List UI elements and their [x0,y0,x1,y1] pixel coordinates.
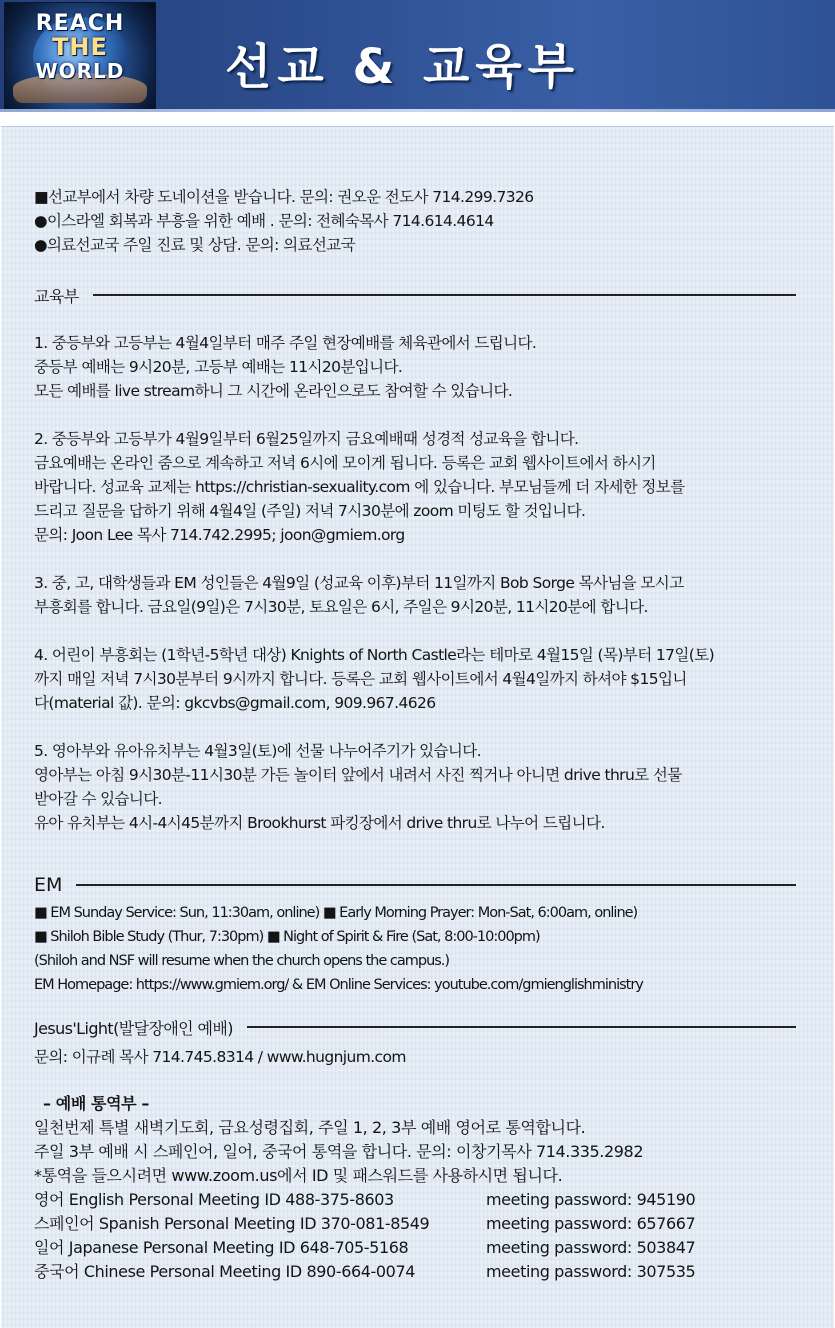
em-studies-line: ■ Shiloh Bible Study (Thur, 7:30pm) ■ Night of Spirit & Fire (Sat, 8:00-10:00pm) [34,929,540,945]
jesus-light-contact-text: 문의: 이규례 목사 714.745.8314 / www.hugnjum.com [34,1048,406,1066]
em-heading [34,873,796,897]
text-line: 1. 중등부와 고등부는 4월4일부터 매주 주일 현장예배를 체육관에서 드립니다. [34,334,537,352]
meeting-row-japanese [34,1236,804,1260]
text-line: 2. 중등부와 고등부가 4월9일부터 6월25일까지 금요예배때 성경적 성교육을 합니다. [34,430,579,448]
header-divider [0,112,835,126]
mission-item-text: 의료선교국 주일 진료 및 상담. 문의: 의료선교국 [46,236,355,254]
education-item-4 [34,643,804,715]
text-line: 드리고 질문을 답하기 위해 4월4일 (주일) 저녁 7시30분에 zoom 미팅도 할 것입니다. [34,502,586,520]
meeting-password: meeting password: 503847 [486,1238,696,1257]
education-item-5 [34,739,804,835]
education-notices [34,331,804,859]
text-line: 모든 예배를 live stream하니 그 시간에 온라인으로도 참여할 수 있습니다. [34,382,513,400]
meeting-id: 중국어 Chinese Personal Meeting ID 890-664-0074 [34,1262,416,1281]
logo-text-world: WORLD [35,59,125,83]
text-line: 문의: Joon Lee 목사 714.742.2995; joon@gmiem.org [34,526,405,544]
meeting-id: 스페인어 Spanish Personal Meeting ID 370-081-8549 [34,1214,430,1233]
bullet-dot-icon: ● [34,212,47,230]
meeting-row-spanish [34,1212,804,1236]
text-line: 5. 영아부와 유아유치부는 4월3일(토)에 선물 나누어주기가 있습니다. [34,742,481,760]
text-line: 일천번제 특별 새벽기도회, 금요성령집회, 주일 1, 2, 3부 예배 영어로 통역합니다. [34,1118,586,1137]
meeting-password: meeting password: 657667 [486,1214,696,1233]
page-header [0,0,835,112]
education-heading-label: 교육부 [34,286,79,306]
section-rule [93,294,796,296]
em-heading-label: EM [34,874,63,896]
text-line: 영아부는 아침 9시30분-11시30분 가든 놀이터 앞에서 내려서 사진 찍거나 아니면 drive thru로 선물 [34,766,682,784]
mission-item-text: 선교부에서 차량 도네이션을 받습니다. 문의: 권오운 전도사 714.299.7326 [48,188,534,206]
text-line: 부흥회를 합니다. 금요일(9일)은 7시30분, 토요일은 6시, 주일은 9시20분, 11시20분에 합니다. [34,598,648,616]
text-line: *통역을 들으시려면 www.zoom.us에서 ID 및 패스워드를 사용하시면 됩니다. [34,1166,563,1185]
mission-item [34,185,804,209]
text-line: 바랍니다. 성교육 교제는 https://christian-sexuality.com 에 있습니다. 부모님들께 더 자세한 정보를 [34,478,685,496]
mission-item-text: 이스라엘 회복과 부흥을 위한 예배 . 문의: 전혜숙목사 714.614.4614 [46,212,494,230]
text-line: 3. 중, 고, 대학생들과 EM 성인들은 4월9일 (성교육 이후)부터 11일까지 Bob Sorge 목사님을 모시고 [34,574,684,592]
mission-item [34,233,804,257]
mission-item [34,209,804,233]
page-title: 선교 & 교육부 [225,39,581,95]
logo-text-reach: REACH [35,11,125,36]
logo-text-the: THE [52,33,108,61]
meeting-id: 영어 English Personal Meeting ID 488-375-8603 [34,1190,394,1209]
meeting-password: meeting password: 307535 [486,1262,696,1281]
education-heading [34,283,796,307]
meeting-row-chinese [34,1260,804,1284]
bullet-dot-icon: ● [34,236,47,254]
section-rule [247,1026,796,1028]
bullet-square-icon: ■ [34,188,49,206]
interpretation-title: – 예배 통역부 – [43,1094,149,1113]
text-line: 4. 어린이 부흥회는 (1학년-5학년 대상) Knights of North Castle라는 테마로 4월15일 (목)부터 17일(토) [34,646,715,664]
text-line: 유아 유치부는 4시-4시45분까지 Brookhurst 파킹장에서 drive thru로 나누어 드립니다. [34,814,605,832]
jesus-light-heading [34,1015,796,1039]
jesus-light-heading-label: Jesus'Light(발달장애인 예배) [34,1018,233,1038]
em-services-line: ■ EM Sunday Service: Sun, 11:30am, online) ■ Early Morning Prayer: Mon-Sat, 6:00am, online) [34,905,638,921]
meeting-row-english [34,1188,804,1212]
em-homepage-line: EM Homepage: https://www.gmiem.org/ & EM Online Services: youtube.com/gmienglishministry [34,977,643,993]
section-rule [76,884,796,886]
text-line: 까지 매일 저녁 7시30분부터 9시까지 합니다. 등록은 교회 웹사이트에서 4월4일까지 하셔야 $15입니 [34,670,687,688]
text-line: 다(material 값). 문의: gkcvbs@gmail.com, 909.967.4626 [34,694,436,712]
text-line: 주일 3부 예배 시 스페인어, 일어, 중국어 통역을 합니다. 문의: 이창기목사 714.335.2982 [34,1142,644,1161]
reach-the-world-logo [4,2,156,110]
jesus-light-contact [34,1045,804,1069]
meeting-id: 일어 Japanese Personal Meeting ID 648-705-5168 [34,1238,409,1257]
education-item-2 [34,427,804,547]
bulletin-content [1,126,834,1328]
em-resume-note: (Shiloh and NSF will resume when the church opens the campus.) [34,953,450,969]
text-line: 받아갈 수 있습니다. [34,790,162,808]
mission-notices [34,185,804,257]
interpretation-section [34,1092,804,1284]
text-line: 중등부 예배는 9시20분, 고등부 예배는 11시20분입니다. [34,358,403,376]
meeting-password: meeting password: 945190 [486,1190,696,1209]
text-line: 금요예배는 온라인 줌으로 계속하고 저녁 6시에 모이게 됩니다. 등록은 교회 웹사이트에서 하시기 [34,454,656,472]
em-notices [34,901,804,997]
education-item-3 [34,571,804,619]
education-item-1 [34,331,804,403]
